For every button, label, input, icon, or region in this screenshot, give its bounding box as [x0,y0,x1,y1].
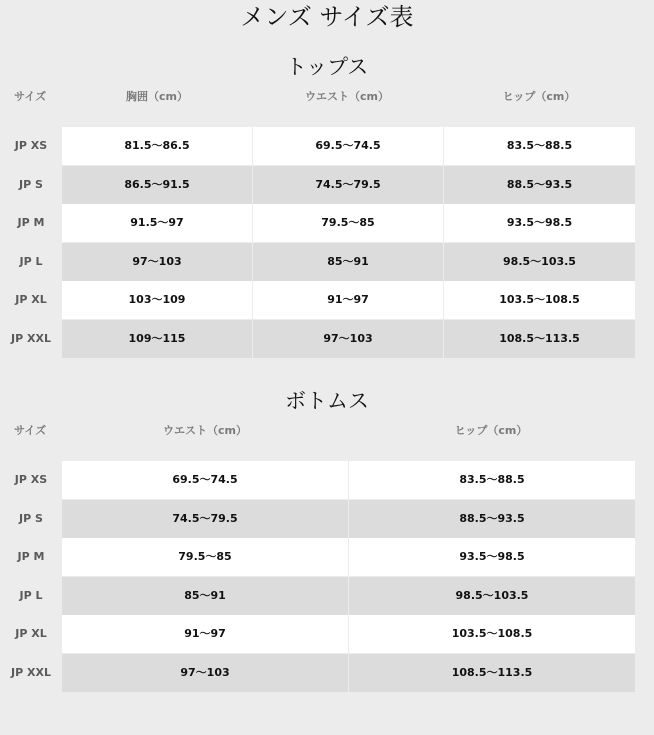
tops-table-cell: 79.5〜85 [253,204,443,242]
tops-table-cell: 93.5〜98.5 [444,204,635,242]
tops-table-cell: 83.5〜88.5 [444,127,635,165]
bottoms-size-header: サイズ [14,424,47,437]
tops-table-cell: 103.5〜108.5 [444,281,635,319]
tops-table-cell: 74.5〜79.5 [253,166,443,204]
bottoms-table-cell: 98.5〜103.5 [349,577,635,615]
bottoms-table-cell: 74.5〜79.5 [62,500,348,538]
bottoms-row-size-label: JP M [17,550,45,563]
bottoms-table-cell: 91〜97 [62,615,348,653]
tops-row-size-label: JP L [19,254,43,268]
bottoms-column-header-hip: ヒップ（cm） [454,424,528,437]
bottoms-table-cell: 103.5〜108.5 [349,615,635,653]
tops-size-header: サイズ [14,90,47,103]
bottoms-table-cell: 83.5〜88.5 [349,461,635,499]
tops-row-size-label: JP M [17,216,45,229]
tops-table-cell: 81.5〜86.5 [62,127,252,165]
bottoms-table-cell: 97〜103 [62,654,348,692]
tops-row-size-label: JP XS [14,139,48,152]
tops-column-header-chest: 胸囲（cm） [126,90,188,103]
bottoms-row-size-label: JP XXL [11,665,51,679]
tops-section-title: トップス [285,55,369,79]
bottoms-table-cell: 79.5〜85 [62,538,348,576]
bottoms-row-size-label: JP L [19,588,43,602]
tops-table-cell: 85〜91 [253,243,443,281]
tops-table-cell: 103〜109 [62,281,252,319]
tops-table-cell: 86.5〜91.5 [62,166,252,204]
bottoms-table-cell: 93.5〜98.5 [349,538,635,576]
bottoms-row-size-label: JP XS [14,473,48,486]
tops-table-cell: 109〜115 [62,320,252,358]
bottoms-table-cell: 88.5〜93.5 [349,500,635,538]
bottoms-table-cell: 85〜91 [62,577,348,615]
bottoms-table-cell: 108.5〜113.5 [349,654,635,692]
tops-row-size-label: JP XL [15,293,47,306]
bottoms-section-title: ボトムス [285,389,369,413]
bottoms-row-size-label: JP XL [15,627,47,640]
tops-column-header-waist: ウエスト（cm） [305,90,389,103]
tops-table-cell: 91.5〜97 [62,204,252,242]
tops-column-header-hip: ヒップ（cm） [502,90,576,103]
tops-row-size-label: JP S [19,177,43,191]
page-title: メンズ サイズ表 [240,3,414,31]
tops-row-size-label: JP XXL [11,331,51,345]
tops-table-cell: 88.5〜93.5 [444,166,635,204]
tops-table-cell: 97〜103 [62,243,252,281]
tops-table-cell: 91〜97 [253,281,443,319]
tops-table-cell: 98.5〜103.5 [444,243,635,281]
bottoms-row-size-label: JP S [19,511,43,525]
tops-table-cell: 97〜103 [253,320,443,358]
tops-table-cell: 108.5〜113.5 [444,320,635,358]
bottoms-table-cell: 69.5〜74.5 [62,461,348,499]
tops-table-cell: 69.5〜74.5 [253,127,443,165]
bottoms-column-header-waist: ウエスト（cm） [163,424,247,437]
